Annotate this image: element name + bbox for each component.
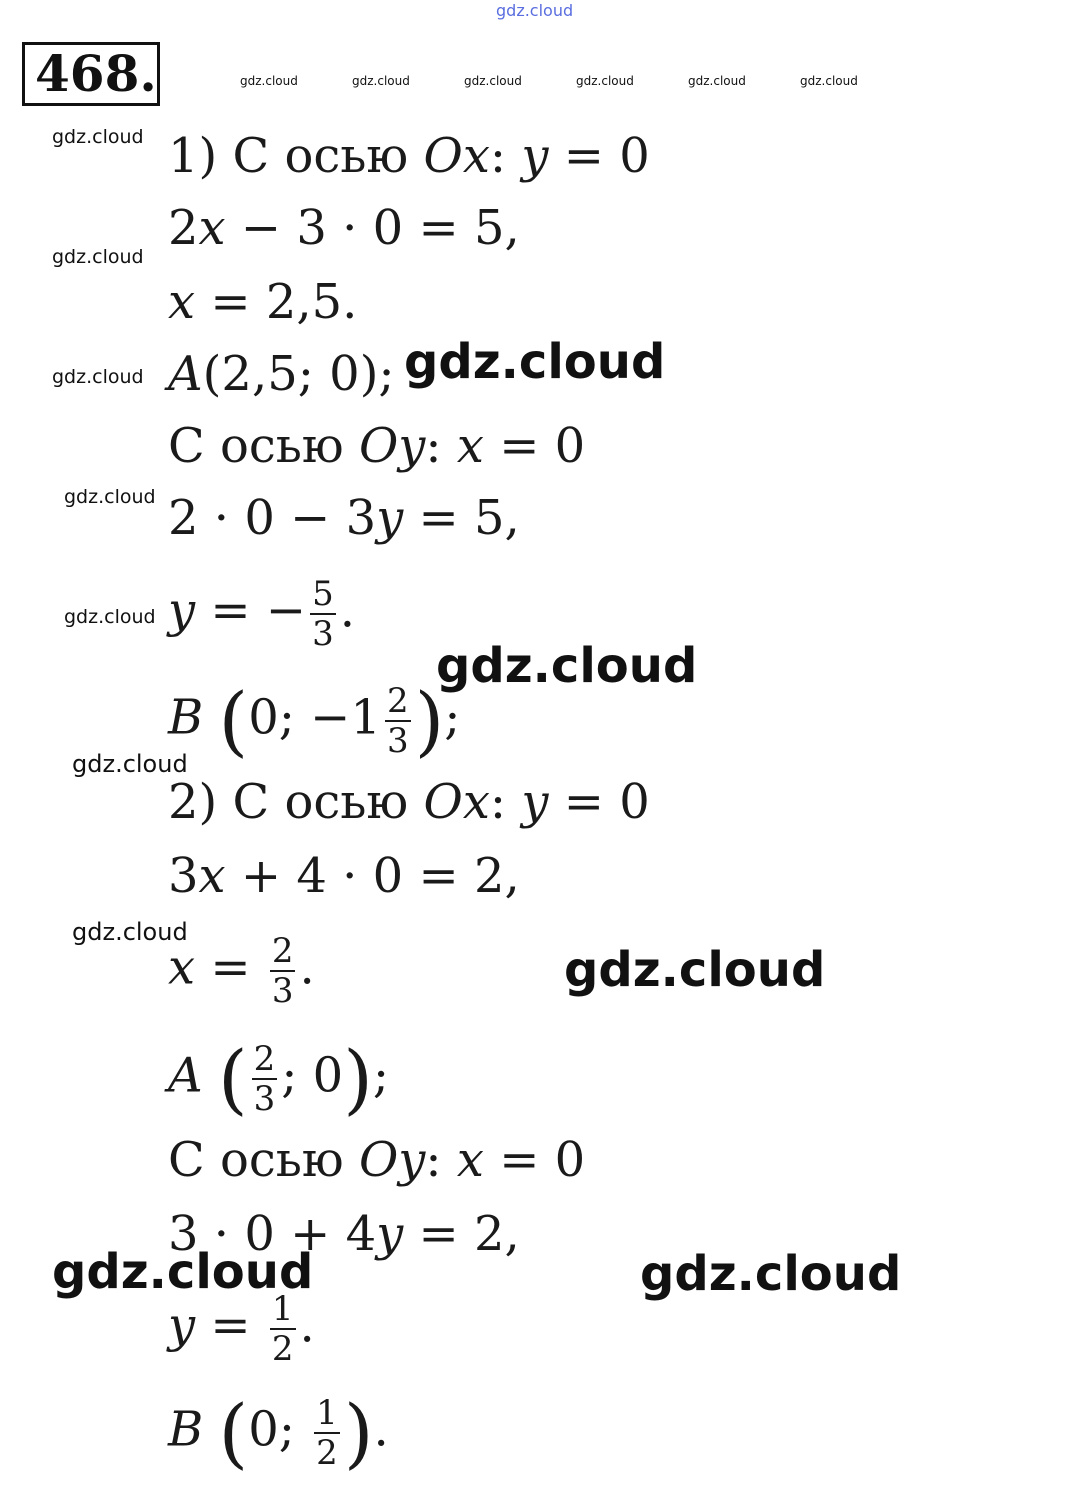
fraction xyxy=(252,1040,278,1118)
text: − 3 · 0 = 5, xyxy=(225,200,520,256)
text: = 0 xyxy=(483,1132,586,1188)
solution-line xyxy=(168,344,395,404)
solution-line xyxy=(168,932,315,1010)
fraction xyxy=(270,932,296,1010)
text: С осью xyxy=(168,418,359,474)
text: 2) С осью xyxy=(168,774,424,830)
text: : xyxy=(425,418,457,474)
solution-line xyxy=(168,1290,315,1368)
text: С осью xyxy=(168,1132,359,1188)
watermark-side: gdz.cloud xyxy=(72,750,188,778)
watermark-big: gdz.cloud xyxy=(564,942,826,998)
text: . xyxy=(373,1401,389,1458)
denominator: 3 xyxy=(271,971,294,1011)
watermark-side: gdz.cloud xyxy=(64,486,156,508)
numerator: 2 xyxy=(271,931,294,971)
variable: x xyxy=(168,939,196,996)
solution-line xyxy=(168,1388,389,1477)
paren: ) xyxy=(343,1034,373,1123)
numerator: 1 xyxy=(316,1393,338,1433)
watermark-row: gdz.cloud xyxy=(576,74,634,88)
fraction xyxy=(314,1394,340,1472)
axis-name: Ox xyxy=(423,774,490,830)
text: ; xyxy=(444,689,461,746)
watermark-side: gdz.cloud xyxy=(52,246,144,268)
watermark-side: gdz.cloud xyxy=(72,918,188,946)
text: 3 · 0 + 4 xyxy=(168,1206,377,1262)
watermark-row: gdz.cloud xyxy=(240,74,298,88)
denominator: 3 xyxy=(253,1079,276,1119)
text: : xyxy=(489,128,522,184)
variable: x xyxy=(168,274,196,330)
watermark-big: gdz.cloud xyxy=(436,638,698,694)
watermark-row: gdz.cloud xyxy=(352,74,410,88)
text: : xyxy=(489,774,522,830)
text: = 2,5. xyxy=(195,274,358,330)
text: = 2, xyxy=(403,1206,520,1262)
watermark-row: gdz.cloud xyxy=(464,74,522,88)
denominator: 2 xyxy=(271,1329,294,1369)
text: 2 · 0 − 3 xyxy=(168,490,377,546)
variable: x xyxy=(456,418,484,474)
paren: ( xyxy=(217,1034,248,1123)
variable: y xyxy=(376,1206,404,1262)
numerator: 2 xyxy=(253,1039,276,1079)
variable: x xyxy=(198,200,226,256)
watermark-row: gdz.cloud xyxy=(800,74,858,88)
fraction xyxy=(385,682,411,760)
denominator: 2 xyxy=(316,1433,338,1473)
watermark-side: gdz.cloud xyxy=(64,606,156,628)
text: = − xyxy=(195,582,307,639)
text: + 4 · 0 = 2, xyxy=(225,848,520,904)
solution-line xyxy=(168,488,520,548)
paren: ( xyxy=(218,676,249,765)
point-label: A xyxy=(168,1047,203,1104)
numerator: 1 xyxy=(271,1289,294,1329)
solution-line xyxy=(168,272,357,332)
solution-line xyxy=(168,1130,585,1190)
text: ; xyxy=(372,1047,390,1104)
point-label: B xyxy=(168,1401,204,1458)
fraction xyxy=(270,1290,296,1368)
text: 0; xyxy=(248,1401,311,1458)
solution-line xyxy=(168,198,520,258)
variable: y xyxy=(376,490,404,546)
text: = 0 xyxy=(483,418,586,474)
paren: ) xyxy=(414,676,445,765)
text: . xyxy=(299,1297,315,1354)
text: 0; −1 xyxy=(248,689,381,746)
denominator: 3 xyxy=(386,721,409,761)
variable: y xyxy=(168,1297,196,1354)
axis-name: Ox xyxy=(423,128,490,184)
solution-line xyxy=(168,1034,390,1123)
axis-name: Oy xyxy=(358,1132,426,1188)
text: . xyxy=(299,939,315,996)
watermark-side: gdz.cloud xyxy=(52,366,144,388)
text: . xyxy=(339,582,355,639)
task-number: 468. xyxy=(22,42,160,106)
text: 1) С осью xyxy=(168,128,424,184)
text: 3 xyxy=(168,848,199,904)
variable: x xyxy=(456,1132,484,1188)
watermark-big: gdz.cloud xyxy=(52,1244,314,1300)
text: = 0 xyxy=(548,774,650,830)
text: 2 xyxy=(168,200,199,256)
watermark-top: gdz.cloud xyxy=(496,1,574,20)
solution-line xyxy=(168,846,520,906)
fraction xyxy=(310,575,336,653)
variable: x xyxy=(198,848,226,904)
solution-line xyxy=(168,416,585,476)
text: = 5, xyxy=(403,490,520,546)
text: ; 0 xyxy=(281,1047,344,1104)
solution-line xyxy=(168,676,461,765)
variable: y xyxy=(521,128,549,184)
watermark-big: gdz.cloud xyxy=(640,1246,902,1302)
point-label: A xyxy=(168,346,203,402)
numerator: 5 xyxy=(312,574,334,614)
paren: ( xyxy=(218,1388,249,1477)
text: : xyxy=(425,1132,457,1188)
text: = 0 xyxy=(548,128,650,184)
variable: y xyxy=(521,774,549,830)
solution-line xyxy=(168,575,355,653)
solution-line xyxy=(168,772,650,832)
watermark-row: gdz.cloud xyxy=(688,74,746,88)
point-label: B xyxy=(168,689,204,746)
axis-name: Oy xyxy=(358,418,426,474)
watermark-big: gdz.cloud xyxy=(404,334,666,390)
paren: ) xyxy=(343,1388,374,1477)
text: (2,5; 0); xyxy=(202,346,395,402)
solution-line xyxy=(168,126,650,186)
denominator: 3 xyxy=(312,614,334,654)
text: = xyxy=(195,939,266,996)
numerator: 2 xyxy=(386,681,409,721)
text: = xyxy=(195,1297,266,1354)
variable: y xyxy=(168,582,196,639)
watermark-side: gdz.cloud xyxy=(52,126,144,148)
